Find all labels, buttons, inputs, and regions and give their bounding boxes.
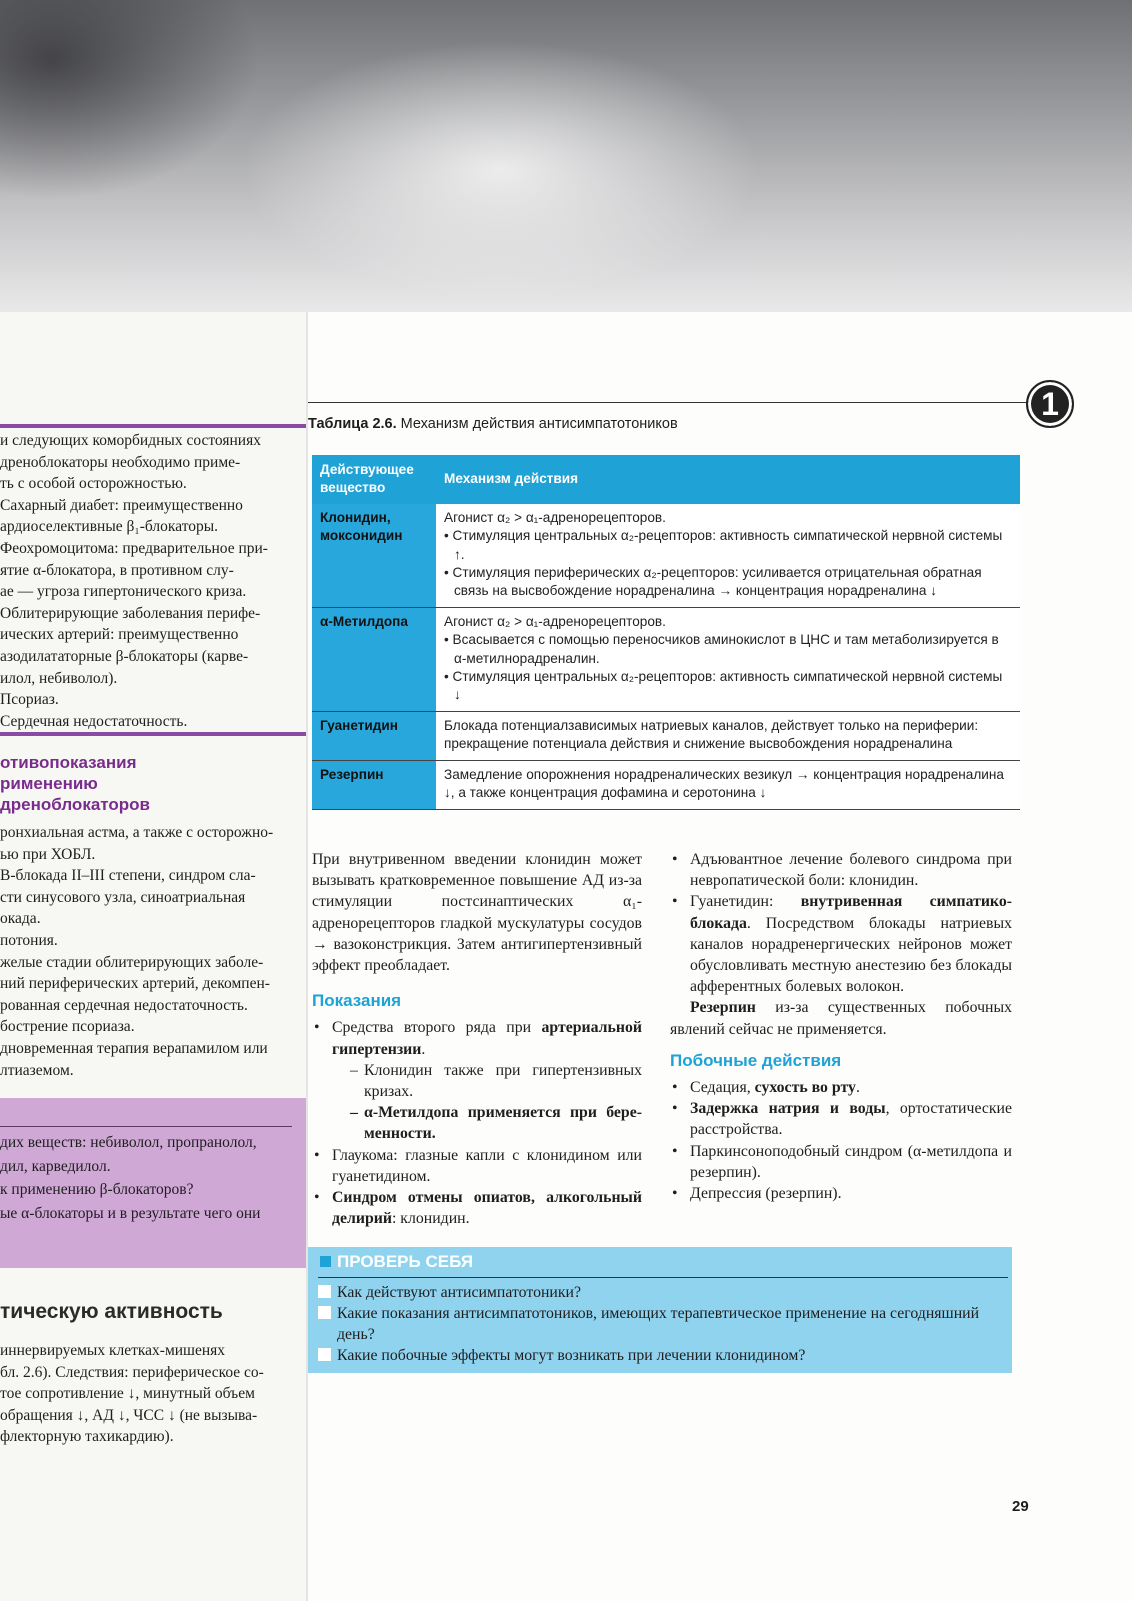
left-text-line: илол, небиволол). bbox=[0, 669, 118, 687]
table-row bbox=[312, 504, 1020, 608]
left-text-line: отивопоказания bbox=[0, 753, 137, 772]
question-text: Как действуют антисимпатотоники? bbox=[337, 1284, 582, 1301]
check-heading bbox=[320, 1252, 473, 1272]
left-text-line: ть с особой осторожностью. bbox=[0, 475, 187, 493]
left-text-line: потония. bbox=[0, 932, 58, 949]
left-text-line: тое сопротивление ↓, минутный объем bbox=[0, 1385, 255, 1403]
table-caption-text: Механизм действия антисимпатотоников bbox=[396, 416, 678, 432]
question-text: Какие показания антисимпатотоников, имеющих терапевтическое применение на сегодняшний день? bbox=[337, 1305, 980, 1343]
left-text-line: ических артерий: преимущественно bbox=[0, 626, 239, 644]
left-text-line: бл. 2.6). Следствия: периферическое со- bbox=[0, 1363, 264, 1381]
cell-mechanism bbox=[436, 504, 1020, 608]
side-effects-list bbox=[670, 1077, 1012, 1204]
list-text: Средства второго ряда при bbox=[332, 1019, 542, 1037]
left-text-line: и следующих коморбидных состояниях bbox=[0, 432, 261, 449]
reserpine-bold: Резерпин bbox=[690, 999, 756, 1017]
list-bold: сухость во рту bbox=[754, 1079, 856, 1097]
left-text-line: Псориаз. bbox=[0, 691, 59, 709]
list-item bbox=[670, 891, 1012, 997]
cell-mechanism bbox=[436, 607, 1020, 711]
left-text-line: окада. bbox=[0, 910, 41, 928]
indications-list-cont bbox=[670, 849, 1012, 997]
left-text-line: Феохромоцитома: предварительное при- bbox=[0, 540, 268, 557]
left-text-line: ардиоселективные β₁-блокаторы. bbox=[0, 518, 219, 536]
cell-substance: α-Метилдопа bbox=[312, 607, 436, 711]
purple-rule bbox=[0, 732, 306, 736]
reserpine-paragraph bbox=[670, 997, 1012, 1039]
indications-heading: Показания bbox=[312, 991, 402, 1011]
header-substance: Действующее вещество bbox=[312, 455, 436, 504]
left-page bbox=[0, 312, 308, 1601]
indications-list bbox=[312, 1017, 642, 1229]
left-text-line: обращения ↓, АД ↓, ЧСС ↓ (не вызыва- bbox=[0, 1406, 258, 1424]
checkbox-icon bbox=[318, 1348, 331, 1361]
left-text-line: Сахарный диабет: преимущественно bbox=[0, 496, 243, 514]
mechanism-lead: Агонист α₂ > α₁-адренорецепторов. bbox=[444, 613, 666, 629]
table-caption bbox=[308, 416, 678, 432]
left-heading-activity: тическую активность bbox=[0, 1300, 223, 1323]
left-text-line: дил, карведилол. bbox=[0, 1157, 111, 1175]
left-text-line: лтиаземом. bbox=[0, 1061, 74, 1079]
left-text-line: желые стадии облитерирующих заболе- bbox=[0, 953, 264, 971]
shadow-region bbox=[0, 0, 260, 200]
checkbox-icon bbox=[318, 1306, 331, 1319]
mechanism-bullet: • Всасывается с помощью переносчиков аминокислот в ЦНС и там метаболизируется в α-метилнорадреналин. bbox=[444, 632, 999, 666]
list-item bbox=[670, 1077, 1012, 1098]
box-rule bbox=[0, 1126, 292, 1127]
sublist-item: – α-Метилдопа применяется при беременности. bbox=[350, 1102, 642, 1144]
left-text-line: иннервируемых клетках-мишенях bbox=[0, 1342, 226, 1359]
list-bold: Задержка натрия и воды bbox=[690, 1100, 886, 1118]
left-text-line: дреноблокаторы необходимо приме- bbox=[0, 453, 241, 471]
list-bold: Синдром отмены опиатов, алкогольный делирий bbox=[332, 1189, 642, 1228]
cell-mechanism: Блокада потенциалзависимых натриевых каналов, действует только на периферии: прекращение потенциала действия и снижение высвобождения норадреналина bbox=[436, 711, 1020, 760]
table-caption-label: Таблица 2.6. bbox=[308, 416, 397, 432]
left-text-line: дих веществ: небиволол, пропранолол, bbox=[0, 1134, 257, 1151]
check-yourself-box bbox=[308, 1247, 1012, 1373]
reserpine-text: из-за существенных побочных явлений сейчас не применяется. bbox=[670, 999, 1012, 1038]
left-text-line: дреноблокаторов bbox=[0, 795, 150, 814]
mechanism-bullet: • Стимуляция центральных α₂-рецепторов: активность симпатической нервной системы ↑. bbox=[444, 528, 1003, 562]
table-row bbox=[312, 607, 1020, 711]
cell-substance: Клонидин, моксонидин bbox=[312, 504, 436, 608]
left-text-line: рименению bbox=[0, 774, 98, 793]
list-text: . bbox=[855, 1079, 860, 1097]
list-item: • Паркинсоноподобный синдром (α-метилдопа и резерпин). bbox=[670, 1141, 1012, 1183]
list-text: . Посредством блокады натриевых каналов норадренергических нейронов может обусловливать местную анестезию без блокады афферентных болевых волокон. bbox=[690, 914, 1012, 996]
square-icon bbox=[320, 1256, 331, 1267]
sublist-item: – Клонидин также при гипертензивных кризах. bbox=[350, 1060, 642, 1102]
left-text-line: В-блокада II–III степени, синдром сла- bbox=[0, 867, 256, 885]
table-row bbox=[312, 711, 1020, 760]
right-page bbox=[308, 312, 1132, 1601]
list-text: Гуанетидин: bbox=[690, 893, 801, 911]
left-text-line: сти синусового узла, синоатриальная bbox=[0, 888, 246, 906]
left-text-line: ронхиальная астма, а также с осторожно- bbox=[0, 824, 274, 841]
left-text-line: ые α-блокаторы и в результате чего они bbox=[0, 1204, 261, 1222]
mechanism-bullet: • Стимуляция периферических α₂-рецепторов: усиливается отрицательная обратная связь на высвобождение норадреналина → концентрация норадреналина ↓ bbox=[444, 565, 982, 599]
list-text: Седация, bbox=[690, 1079, 755, 1097]
list-text: , ортостатические расстройства. bbox=[690, 1100, 1013, 1139]
header-mechanism: Механизм действия bbox=[436, 455, 1020, 504]
blurred-top-area bbox=[0, 0, 1132, 312]
left-text-line: рованная сердечная недостаточность. bbox=[0, 996, 248, 1014]
list-item bbox=[670, 1098, 1012, 1140]
left-text-line: Сердечная недостаточность. bbox=[0, 712, 188, 730]
left-text-line: к применению β-блокаторов? bbox=[0, 1181, 194, 1198]
list-item bbox=[312, 1017, 642, 1144]
left-text-line: ний периферических артерий, декомпен- bbox=[0, 975, 270, 993]
list-item: • Адъювантное лечение болевого синдрома при невропатической боли: клонидин. bbox=[670, 849, 1012, 891]
table-header-row bbox=[312, 455, 1020, 504]
left-text-line: бострение псориаза. bbox=[0, 1018, 135, 1036]
intro-paragraph: При внутривенном введении клонидин может вызывать кратковременное повышение АД из-за стимуляции постсинаптических α₁-адренорецепторов гладкой мускулатуры сосудов → вазоконстрикция. Затем антигипертензивный эффект преобладает. bbox=[312, 851, 642, 975]
list-item bbox=[312, 1187, 642, 1229]
left-text-line: ью при ХОБЛ. bbox=[0, 845, 96, 863]
list-bold: артериальной гипертензии bbox=[332, 1019, 642, 1058]
header-rule bbox=[308, 402, 1028, 403]
cell-substance: Гуанетидин bbox=[312, 711, 436, 760]
side-effects-heading: Побочные действия bbox=[670, 1050, 842, 1070]
left-text-line: ятие α-блокатора, в противном слу- bbox=[0, 561, 234, 579]
list-item: • Глаукома: глазные капли с клонидином или гуанетидином. bbox=[312, 1145, 642, 1187]
purple-rule bbox=[0, 424, 306, 428]
mechanism-table bbox=[312, 455, 1020, 810]
checkbox-icon bbox=[318, 1285, 331, 1298]
cell-substance: Резерпин bbox=[312, 760, 436, 809]
table-row bbox=[312, 760, 1020, 809]
mechanism-bullet: • Стимуляция центральных α₂-рецепторов: активность симпатической нервной системы ↓ bbox=[444, 669, 1003, 703]
page-number: 29 bbox=[1012, 1498, 1029, 1515]
list-bold: внутривенная симпатикоблокада bbox=[690, 893, 1012, 932]
list-item: • Депрессия (резерпин). bbox=[670, 1183, 1012, 1204]
question-text: Какие побочные эффекты могут возникать при лечении клонидином? bbox=[337, 1347, 806, 1364]
question bbox=[318, 1283, 1006, 1304]
list-text: . bbox=[421, 1040, 426, 1058]
check-rule bbox=[318, 1277, 1008, 1278]
purple-questions-box bbox=[0, 1098, 306, 1268]
check-title: ПРОВЕРЬ СЕБЯ bbox=[337, 1252, 474, 1271]
question bbox=[318, 1346, 1006, 1367]
question bbox=[318, 1304, 1006, 1345]
left-text-line: азодилататорные β-блокаторы (карве- bbox=[0, 648, 249, 665]
chapter-badge: 1 bbox=[1026, 380, 1074, 428]
left-text-line: флекторную тахикардию). bbox=[0, 1428, 174, 1446]
text-column-left bbox=[312, 849, 642, 1229]
text-column-right bbox=[670, 849, 1012, 1204]
list-text: : клонидин. bbox=[391, 1210, 470, 1228]
left-text-line: Облитерирующие заболевания перифе- bbox=[0, 604, 261, 622]
cell-mechanism: Замедление опорожнения норадреналических везикул → концентрация норадреналина ↓, а также концентрация дофамина и серотонина ↓ bbox=[436, 760, 1020, 809]
mechanism-lead: Агонист α₂ > α₁-адренорецепторов. bbox=[444, 509, 666, 525]
indications-sublist bbox=[332, 1060, 642, 1145]
left-text-line: дновременная терапия верапамилом или bbox=[0, 1040, 268, 1057]
highlight-region bbox=[240, 40, 760, 300]
left-text-line: ае — угроза гипертонического криза. bbox=[0, 583, 247, 601]
